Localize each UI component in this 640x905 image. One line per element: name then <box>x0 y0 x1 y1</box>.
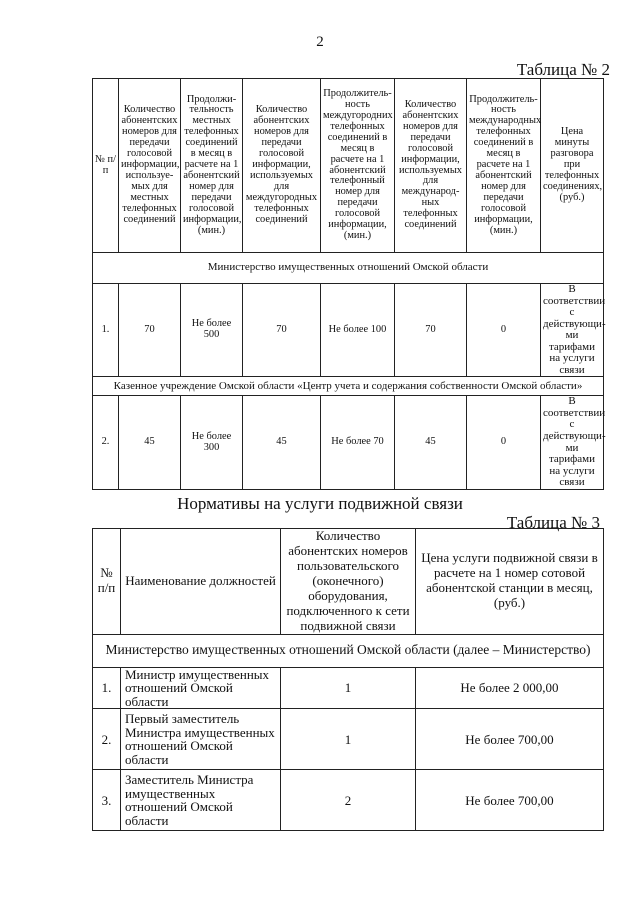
table-cell: В соответствии с действующи-ми тарифами на услуги связи <box>541 396 604 489</box>
table2-header-cell: Продолжитель-ность междугородних телефонных соединений в месяц в расчете на 1 абонентский телефонный номер для передачи голосовой информации, (мин.) <box>321 79 395 253</box>
table2-section-row <box>93 377 604 396</box>
table2-header-cell: Количество абонентских номеров для передачи голосовой информации, используе-мых для местных телефонных соединений <box>119 79 181 253</box>
table2-header-cell: Количество абонентских номеров для передачи голосовой информации, используемых для междугородных телефонных соединений <box>243 79 321 253</box>
table-cell: 0 <box>467 396 541 489</box>
table-cell: Заместитель Министра имущественных отношений Омской области <box>121 770 281 831</box>
table-cell: 70 <box>243 284 321 377</box>
table3-section-title: Министерство имущественных отношений Омской области (далее – Министерство) <box>93 634 604 667</box>
table-cell: Не более 700,00 <box>416 709 604 770</box>
table3-header-cell: Наименование должностей <box>121 529 281 635</box>
table-cell: 1. <box>93 667 121 709</box>
table3-header-row <box>93 529 604 635</box>
table-cell: Не более 700,00 <box>416 770 604 831</box>
table-cell: 1 <box>281 667 416 709</box>
table-row <box>93 709 604 770</box>
table-cell: Первый заместитель Министра имущественных отношений Омской области <box>121 709 281 770</box>
table-cell: Министр имущественных отношений Омской области <box>121 667 281 709</box>
table2 <box>92 78 604 490</box>
table-cell: 45 <box>119 396 181 489</box>
table-cell: 45 <box>243 396 321 489</box>
table-row <box>93 284 604 377</box>
table-cell: В соответствии с действующи-ми тарифами на услуги связи <box>541 284 604 377</box>
table2-caption: Таблица № 2 <box>516 60 610 79</box>
table-cell: Не более 500 <box>181 284 243 377</box>
table2-header-cell: № п/п <box>93 79 119 253</box>
table-cell: 2. <box>93 709 121 770</box>
table-cell: 1 <box>281 709 416 770</box>
table-row <box>93 770 604 831</box>
table-cell: 45 <box>395 396 467 489</box>
table-cell: 0 <box>467 284 541 377</box>
table-cell: 70 <box>119 284 181 377</box>
table2-section-row <box>93 253 604 284</box>
table-cell: Не более 2 000,00 <box>416 667 604 709</box>
table2-header-row <box>93 79 604 253</box>
table-cell: Не более 100 <box>321 284 395 377</box>
table2-section-title: Казенное учреждение Омской области «Центр учета и содержания собственности Омской области» <box>93 377 604 396</box>
table-row <box>93 396 604 489</box>
table3-section-row <box>93 634 604 667</box>
table-cell: 2. <box>93 396 119 489</box>
table-cell: 2 <box>281 770 416 831</box>
table-cell: 1. <box>93 284 119 377</box>
table3 <box>92 528 604 831</box>
table2-header-cell: Количество абонентских номеров для передачи голосовой информации, используемых для международ-ных телефонных соединений <box>395 79 467 253</box>
table2-section-title: Министерство имущественных отношений Омской области <box>93 253 604 284</box>
table2-header-cell: Цена минуты разговора при телефонных соединениях, (руб.) <box>541 79 604 253</box>
table2-header-cell: Продолжитель-ность международных телефонных соединений в месяц в расчете на 1 абонентский номер для передачи голосовой информации, (мин.) <box>467 79 541 253</box>
table3-header-cell: № п/п <box>93 529 121 635</box>
table-row <box>93 667 604 709</box>
table-cell: 70 <box>395 284 467 377</box>
table-cell: Не более 70 <box>321 396 395 489</box>
table3-header-cell: Количество абонентских номеров пользовательского (оконечного) оборудования, подключенного к сети подвижной связи <box>281 529 416 635</box>
table-cell: 3. <box>93 770 121 831</box>
table3-caption: Таблица № 3 <box>506 513 600 532</box>
table2-header-cell: Продолжи-тельность местных телефонных соединений в месяц в расчете на 1 абонентский номер для передачи голосовой информации, (мин.) <box>181 79 243 253</box>
table-cell: Не более 300 <box>181 396 243 489</box>
table3-heading: Нормативы на услуги подвижной связи <box>177 494 463 513</box>
table3-header-cell: Цена услуги подвижной связи в расчете на 1 номер сотовой абонентской станции в месяц, (руб.) <box>416 529 604 635</box>
page-number: 2 <box>316 34 324 50</box>
